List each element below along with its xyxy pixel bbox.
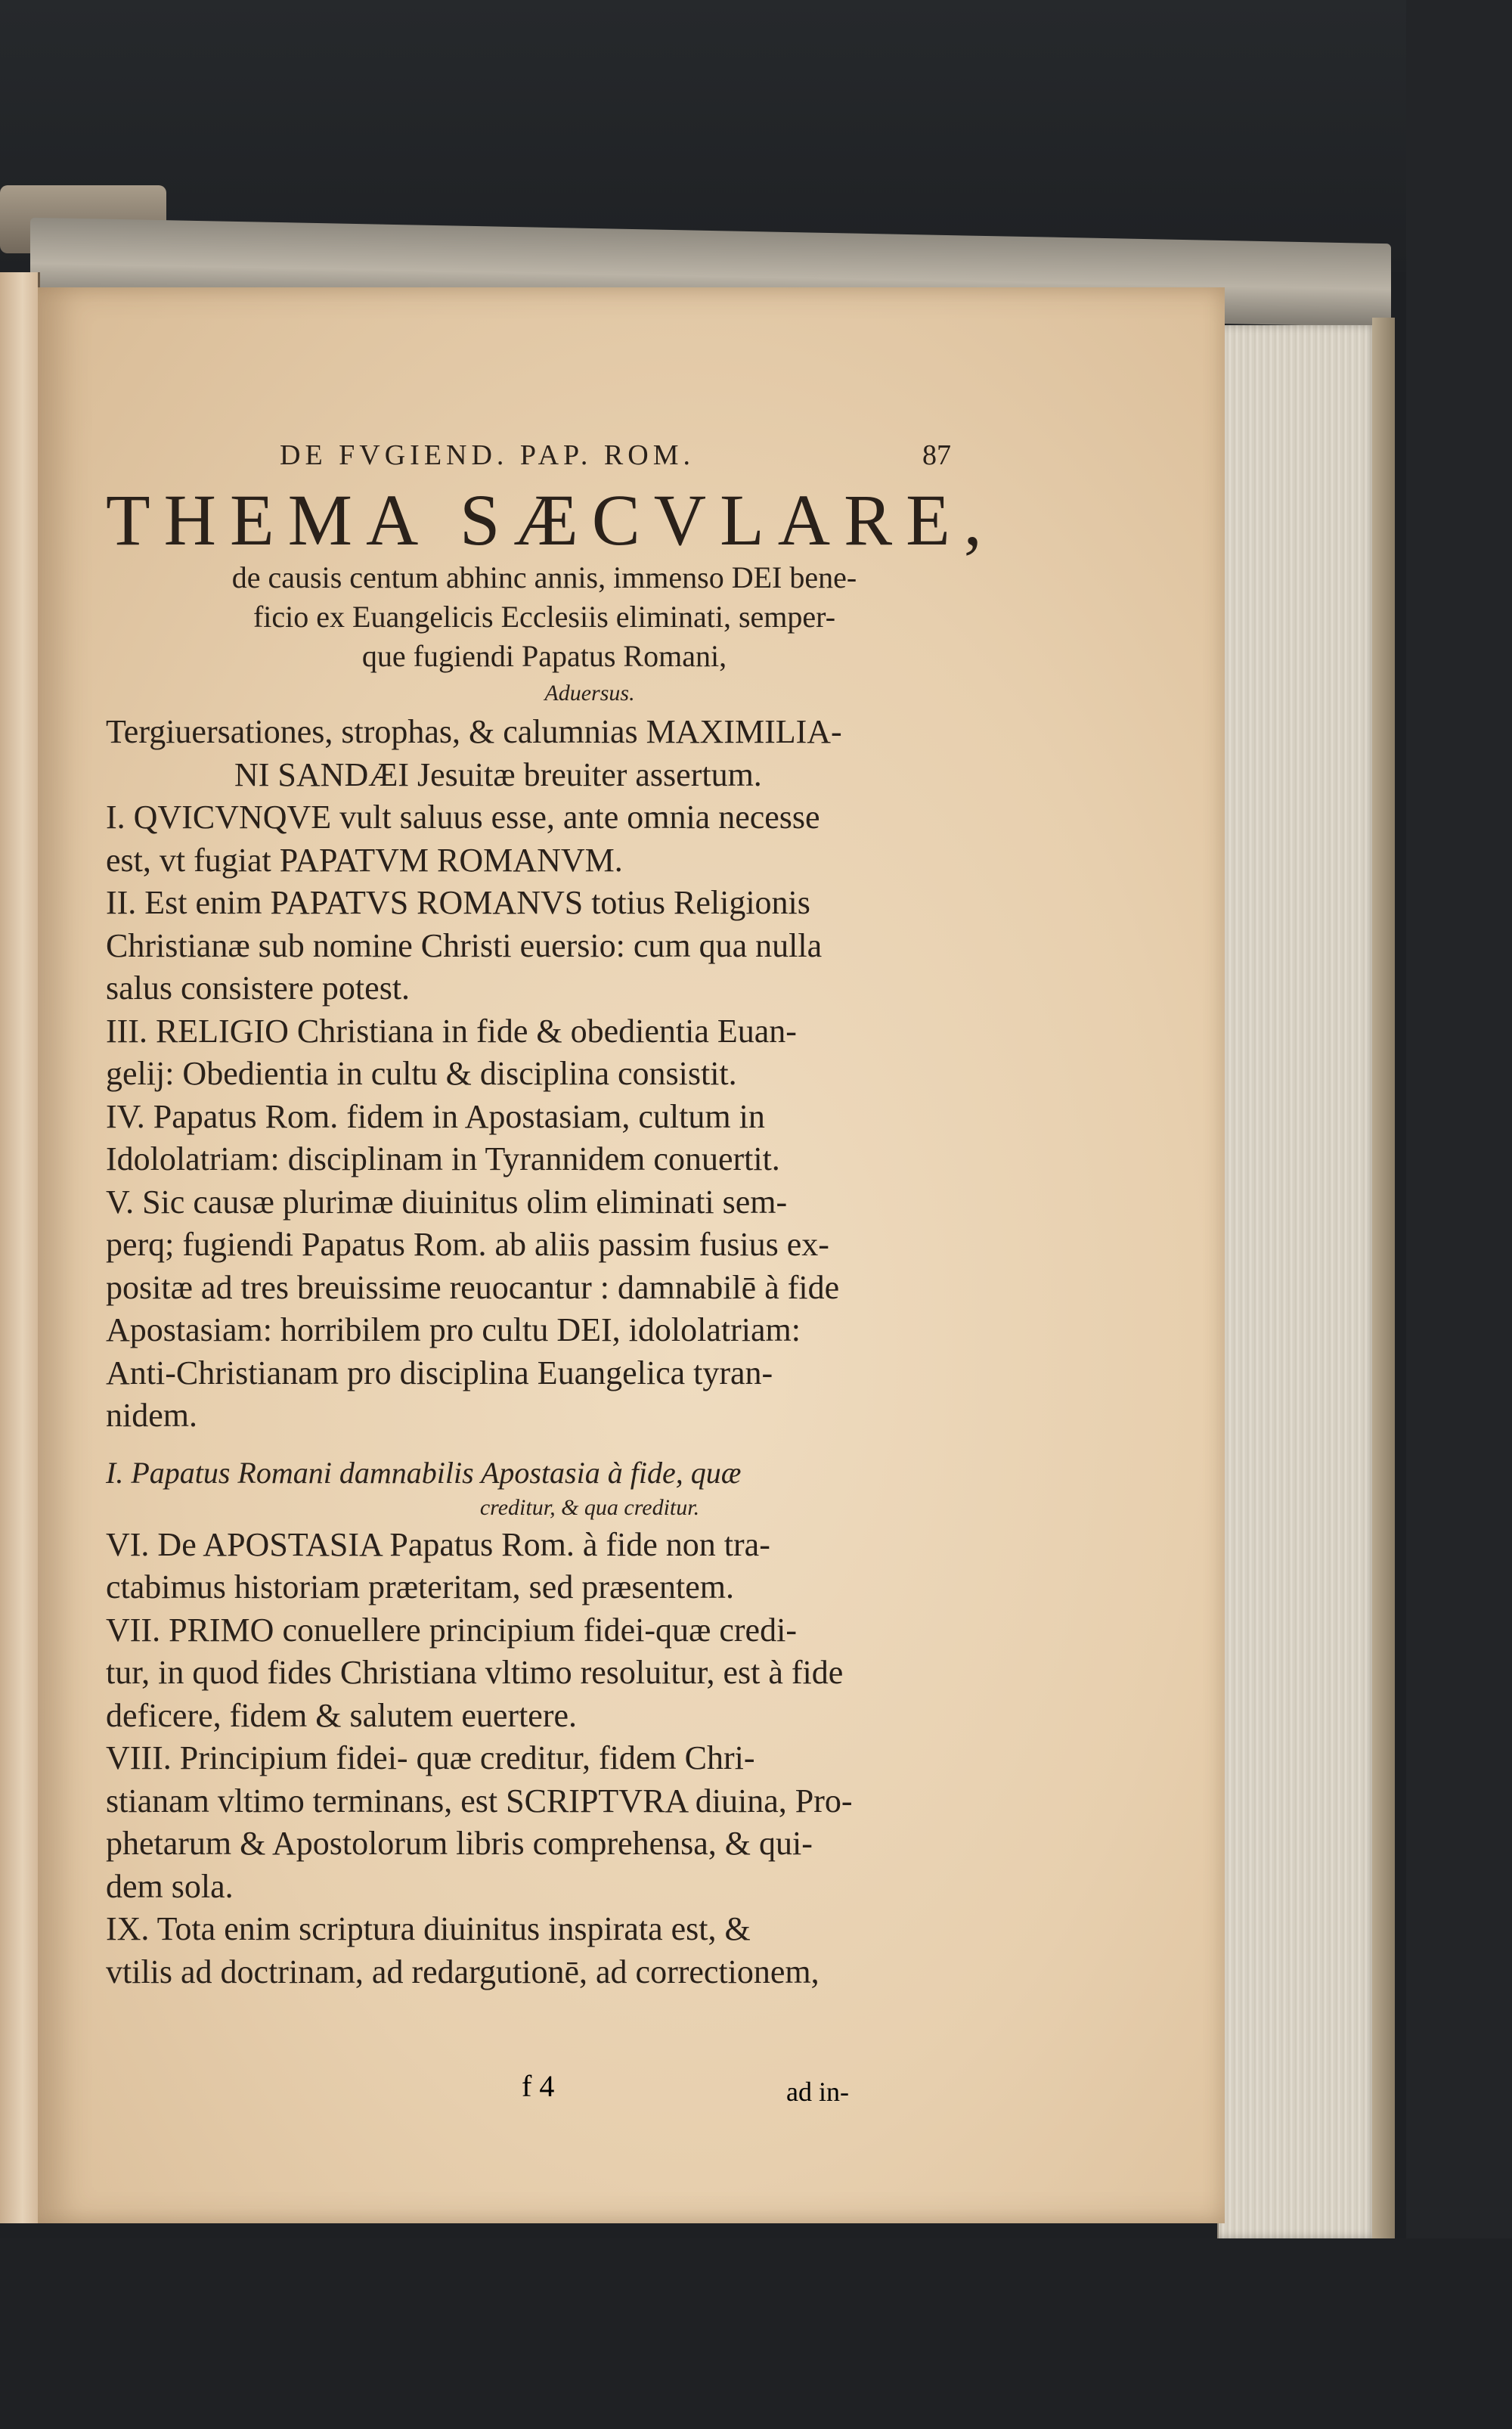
background-right [1406, 0, 1512, 2429]
text-line: deficere, fidem & salutem euertere. [106, 1696, 578, 1734]
text-line: IX. Tota enim scriptura diuinitus inspirata est, & [106, 1910, 751, 1947]
text-line: VI. De APOSTASIA Papatus Rom. à fide non tra- [106, 1525, 770, 1563]
text-line: II. Est enim PAPATVS ROMANVS totius Religionis [106, 884, 810, 921]
page-block-edge [1217, 325, 1377, 2238]
text-line: IV. Papatus Rom. fidem in Apostasiam, cultum in [106, 1097, 765, 1135]
page-text [106, 439, 996, 1993]
text-line: perq; fugiendi Papatus Rom. ab aliis passim fusius ex- [106, 1226, 829, 1263]
text-line: I. QVICVNQVE vult saluus esse, ante omnia necesse [106, 799, 820, 836]
adversus-label: Aduersus. [544, 681, 635, 706]
section-heading: I. Papatus Romani damnabilis Apostasia à fide, quæ [106, 1455, 742, 1490]
intro-line: Tergiuersationes, strophas, & calumnias MAXIMILIA- [106, 713, 842, 750]
running-head-row [106, 439, 983, 484]
text-line: stianam vltimo terminans, est SCRIPTVRA diuina, Pro- [106, 1782, 853, 1819]
text-line: ctabimus historiam præteritam, sed præsentem. [106, 1568, 734, 1605]
text-line: positæ ad tres breuissime reuocantur : damnabilē à fide [106, 1268, 840, 1306]
background-bottom [0, 2238, 1512, 2429]
page-number: 87 [922, 439, 951, 471]
text-line: V. Sic causæ plurimæ diuinitus olim eliminati sem- [106, 1183, 788, 1221]
subtitle-line: que fugiendi Papatus Romani, [361, 639, 727, 673]
text-line: Idololatriam: disciplinam in Tyrannidem conuertit. [106, 1140, 780, 1177]
text-line: est, vt fugiat PAPATVM ROMANVM. [106, 841, 623, 879]
text-line: VIII. Principium fidei- quæ creditur, fidem Chri- [106, 1739, 755, 1776]
text-line: Christianæ sub nomine Christi euersio: cum qua nulla [106, 926, 823, 964]
text-line: tur, in quod fides Christiana vltimo resoluitur, est à fide [106, 1654, 844, 1691]
text-line: III. RELIGIO Christiana in fide & obedientia Euan- [106, 1012, 797, 1050]
running-head: DE FVGIEND. PAP. ROM. [280, 439, 696, 471]
text-line: vtilis ad doctrinam, ad redargutionē, ad correctionem, [106, 1953, 820, 1990]
text-line: salus consistere potest. [106, 969, 411, 1007]
text-line: Anti-Christianam pro disciplina Euangelica tyran- [106, 1354, 773, 1391]
page-title: THEMA SÆCVLARE, [106, 479, 996, 560]
text-line: nidem. [106, 1397, 197, 1434]
subtitle-line: ficio ex Euangelicis Ecclesiis eliminati, semper- [253, 600, 836, 634]
signature-mark: f 4 [522, 2069, 555, 2103]
intro-line: NI SANDÆI Jesuitæ breuiter assertum. [234, 755, 762, 793]
text-line: gelij: Obedientia in cultu & disciplina consistit. [106, 1055, 737, 1092]
left-page-edge [0, 272, 40, 2223]
catchword: ad in- [786, 2077, 849, 2107]
text-line: phetarum & Apostolorum libris comprehensa, & qui- [106, 1825, 813, 1862]
back-cover-edge [1372, 318, 1395, 2238]
subtitle-line: de causis centum abhinc annis, immenso DEI bene- [231, 560, 857, 594]
text-line: dem sola. [106, 1867, 234, 1905]
text-line: Apostasiam: horribilem pro cultu DEI, idololatriam: [106, 1311, 801, 1348]
text-line: VII. PRIMO conuellere principium fidei-quæ credi- [106, 1611, 797, 1649]
section-heading-continued: creditur, & qua creditur. [479, 1494, 700, 1520]
book-page [38, 287, 1225, 2223]
